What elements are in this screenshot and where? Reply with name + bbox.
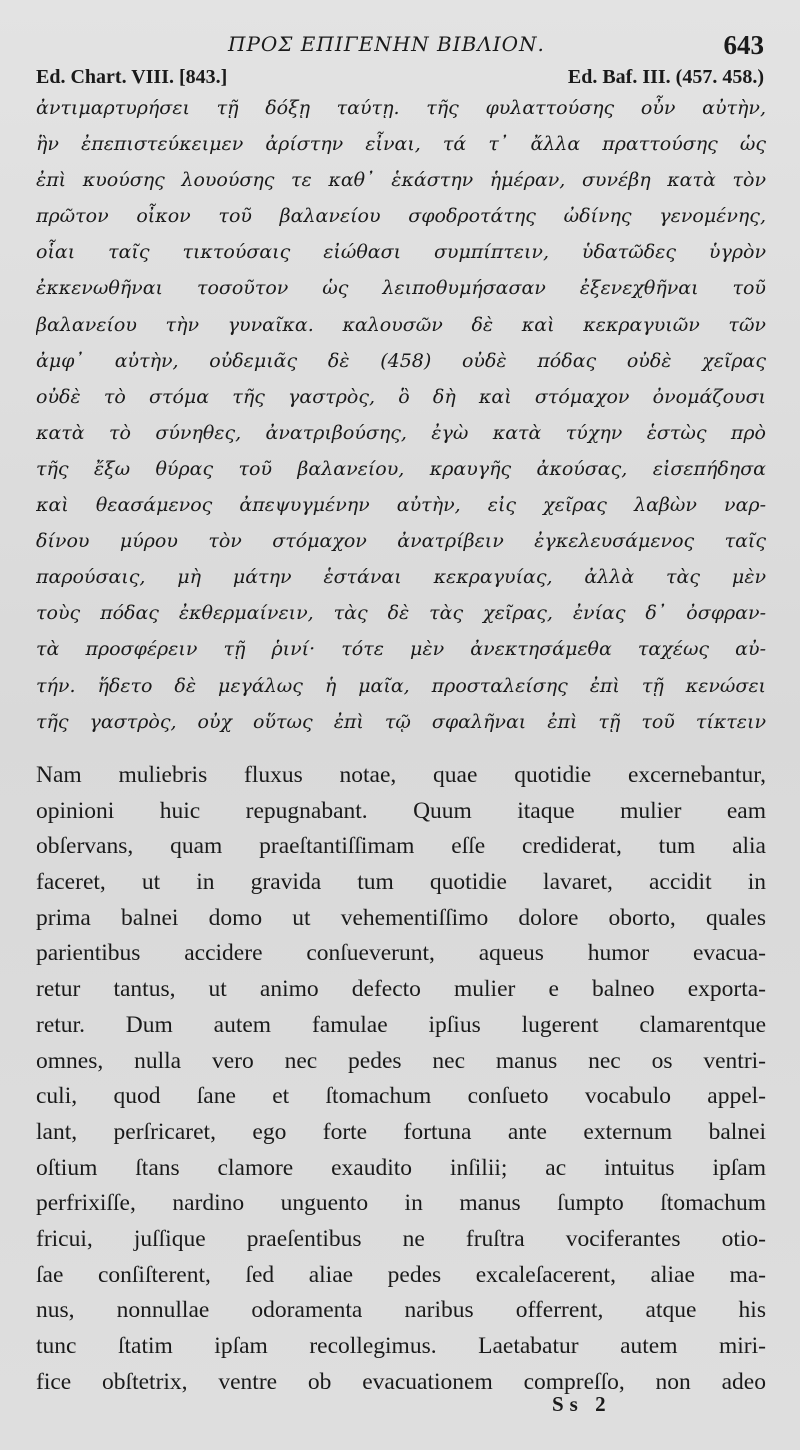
latin-translation-block xyxy=(36,758,766,1400)
signature-mark: Ss 2 xyxy=(552,1392,612,1416)
latin-line: retur tantus, ut animo defecto mulier e balneo exporta- xyxy=(36,976,766,1003)
latin-line: Nam muliebris fluxus notae, quae quotidie excernebantur, xyxy=(36,762,766,788)
latin-line: faceret, ut in gravida tum quotidie lavaret, accidit in xyxy=(36,869,766,896)
running-head xyxy=(0,30,800,64)
latin-line: ſae conſiſterent, ſed aliae pedes excaleſacerent, aliae ma- xyxy=(36,1261,766,1288)
greek-line: ἣν ἐπεπιστεύκειμεν ἀρίστην εἶναι, τά τ᾽ ἄλλα πραττούσης ὡς xyxy=(36,133,766,156)
latin-line: prima balnei domo ut vehementiſſimo dolore oborto, quales xyxy=(36,904,766,931)
greek-line: δίνου μύρου τὸν στόμαχον ἀνατρίβειν ἐγκελευσάμενος ταῖς xyxy=(36,530,766,553)
greek-line: οὐδὲ τὸ στόμα τῆς γαστρὸς, ὃ δὴ καὶ στόμαχον ὀνομάζουσι xyxy=(36,385,766,408)
latin-line: perfrixiſſe, nardino unguento in manus ſumpto ſtomachum xyxy=(36,1190,766,1217)
running-title: ΠΡΟΣ ΕΠΙΓΕΝΗΝ ΒΙΒΛΙΟΝ. xyxy=(228,32,545,56)
greek-line: τὰ προσφέρειν τῇ ῥινί· τότε μὲν ἀνεκτησάμεθα ταχέως αὐ- xyxy=(36,638,766,661)
greek-line: καὶ θεασάμενος ἀπεψυγμένην αὐτὴν, εἰς χεῖρας λαβὼν ναρ- xyxy=(36,494,766,517)
latin-line: opinioni huic repugnabant. Quum itaque mulier eam xyxy=(36,797,766,824)
greek-line: ἐκκενωθῆναι τοσοῦτον ὡς λειποθυμήσασαν ἐξενεχθῆναι τοῦ xyxy=(36,277,766,300)
latin-line: lant, perſricaret, ego forte fortuna ante externum balnei xyxy=(36,1118,766,1145)
greek-line: βαλανείου τὴν γυναῖκα. καλουσῶν δὲ καὶ κεκραγυιῶν τῶν xyxy=(36,313,766,336)
page-number: 643 xyxy=(723,30,764,60)
greek-line: ἀμφ᾽ αὐτὴν, οὐδεμιᾶς δὲ (458) οὐδὲ πόδας οὐδὲ χεῖρας xyxy=(36,349,766,372)
greek-line: παρούσαις, μὴ μάτην ἑστάναι κεκραγυίας, ἀλλὰ τὰς μὲν xyxy=(36,566,766,589)
edition-basel-ref: Ed. Baf. III. (457. 458.) xyxy=(567,66,764,88)
greek-line: ἐπὶ κυούσης λουούσης τε καθ᾽ ἑκάστην ἡμέραν, συνέβη κατὰ τὸν xyxy=(36,169,766,192)
greek-text-block xyxy=(36,90,766,740)
greek-line: τοὺς πόδας ἐκθερμαίνειν, τὰς δὲ τὰς χεῖρας, ἐνίας δ᾽ ὀσφραν- xyxy=(36,602,766,625)
latin-line: obſervans, quam praeſtantiſſimam eſſe crediderat, tum alia xyxy=(36,833,766,860)
latin-line: fricui, juſſique praeſentibus ne fruſtra vociferantes otio- xyxy=(36,1225,766,1252)
latin-line: nus, nonnullae odoramenta naribus offerrent, atque his xyxy=(36,1297,766,1324)
greek-line: ἀντιμαρτυρήσει τῇ δόξῃ ταύτῃ. τῆς φυλαττούσης οὖν αὐτὴν, xyxy=(36,97,766,119)
latin-line: parientibus accidere conſueverunt, aqueus humor evacua- xyxy=(36,940,766,967)
greek-line: τήν. ἥδετο δὲ μεγάλως ἡ μαῖα, προσταλείσης ἐπὶ τῇ κενώσει xyxy=(36,674,766,697)
greek-line: οἷαι ταῖς τικτούσαις εἰώθασι συμπίπτειν, ὑδατῶδες ὑγρὸν xyxy=(36,241,766,264)
greek-line: κατὰ τὸ σύνηθες, ἀνατριβούσης, ἐγὼ κατὰ τύχην ἑστὼς πρὸ xyxy=(36,421,766,444)
latin-line: oſtium ſtans clamore exaudito inſilii; ac intuitus ipſam xyxy=(36,1154,766,1181)
edition-chartier-ref: Ed. Chart. VIII. [843.] xyxy=(36,66,228,88)
latin-line: fice obſtetrix, ventre ob evacuationem compreſſo, non adeo xyxy=(36,1368,766,1395)
latin-line: culi, quod ſane et ſtomachum conſueto vocabulo appel- xyxy=(36,1083,766,1110)
greek-line: πρῶτον οἶκον τοῦ βαλανείου σφοδροτάτης ὠδίνης γενομένης, xyxy=(36,205,766,228)
latin-line: retur. Dum autem famulae ipſius lugerent clamarentque xyxy=(36,1011,766,1038)
greek-line: τῆς ἔξω θύρας τοῦ βαλανείου, κραυγῆς ἀκούσας, εἰσεπήδησα xyxy=(36,457,766,480)
latin-line: omnes, nulla vero nec pedes nec manus nec os ventri- xyxy=(36,1047,766,1074)
latin-line: tunc ſtatim ipſam recollegimus. Laetabatur autem miri- xyxy=(36,1333,766,1359)
greek-line: τῆς γαστρὸς, οὐχ οὕτως ἐπὶ τῷ σφαλῆναι ἐπὶ τῇ τοῦ τίκτειν xyxy=(36,710,766,733)
